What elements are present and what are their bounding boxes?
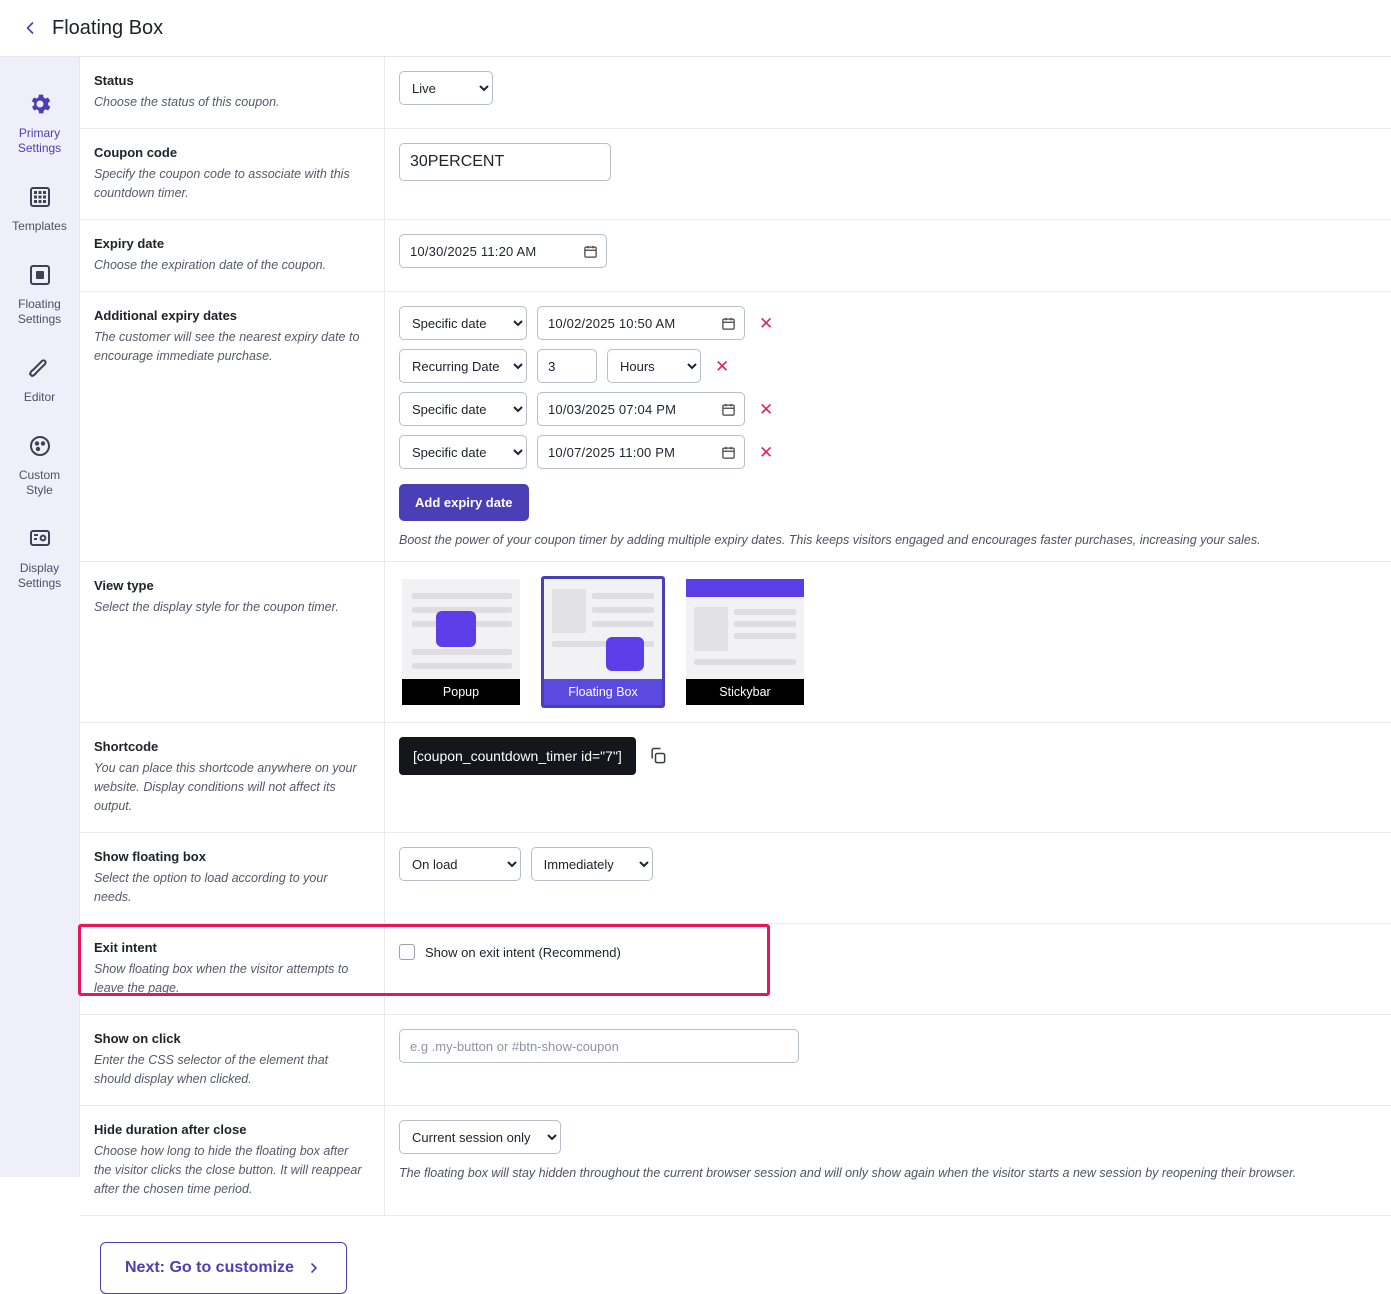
row-field bbox=[385, 1106, 1391, 1215]
row-field bbox=[385, 1015, 1391, 1105]
row-description: The customer will see the nearest expiry date to encourage immediate purchase. bbox=[94, 330, 360, 363]
view-type-floating-box[interactable] bbox=[541, 576, 665, 708]
footer bbox=[80, 1216, 1391, 1294]
row-title: View type bbox=[94, 578, 154, 593]
row-title: Additional expiry dates bbox=[94, 308, 238, 323]
row-description: Select the display style for the coupon timer. bbox=[94, 600, 339, 614]
row-hide-duration bbox=[80, 1106, 1391, 1216]
add-expiry-date-button[interactable]: Add expiry date bbox=[399, 484, 529, 521]
expiry-type-select[interactable] bbox=[399, 435, 527, 469]
row-expiry-date bbox=[80, 220, 1391, 292]
row-title: Hide duration after close bbox=[94, 1122, 247, 1137]
row-title: Coupon code bbox=[94, 145, 178, 160]
row-label bbox=[80, 723, 385, 832]
expiry-entry-date-value: 10/07/2025 11:00 PM bbox=[548, 444, 676, 460]
row-status bbox=[80, 57, 1391, 129]
row-description: Select the option to load according to your needs. bbox=[94, 871, 328, 904]
sidebar-item-custom-style[interactable] bbox=[0, 419, 79, 512]
row-label bbox=[80, 220, 385, 291]
brush-icon bbox=[25, 353, 55, 383]
row-label bbox=[80, 924, 385, 1014]
sidebar-item-editor[interactable] bbox=[0, 341, 79, 419]
sidebar-item-label: Custom Style bbox=[18, 468, 61, 497]
expiry-date-value: 10/30/2025 11:20 AM bbox=[410, 243, 537, 259]
row-field bbox=[385, 924, 1391, 1014]
gear-icon bbox=[25, 89, 55, 119]
row-additional-expiry-dates bbox=[80, 292, 1391, 562]
sidebar-item-floating-settings[interactable] bbox=[0, 248, 79, 341]
row-title: Expiry date bbox=[94, 236, 165, 251]
expiry-entry-date-value: 10/02/2025 10:50 AM bbox=[548, 315, 676, 331]
row-description: Choose the status of this coupon. bbox=[94, 95, 280, 109]
row-label bbox=[80, 129, 385, 219]
view-type-label: Popup bbox=[402, 679, 520, 705]
row-label bbox=[80, 57, 385, 128]
sidebar-item-templates[interactable] bbox=[0, 170, 79, 248]
settings-content bbox=[80, 57, 1391, 1276]
row-coupon-code bbox=[80, 129, 1391, 220]
row-field bbox=[385, 292, 1391, 561]
sidebar-item-primary-settings[interactable] bbox=[0, 77, 79, 170]
row-field bbox=[385, 220, 1391, 291]
expiry-date-input[interactable] bbox=[399, 234, 607, 268]
expiry-entry-date-input[interactable] bbox=[537, 392, 745, 426]
row-title: Exit intent bbox=[94, 940, 157, 955]
expiry-entry-row bbox=[399, 435, 1375, 469]
row-description: You can place this shortcode anywhere on your website. Display conditions will not affect its output. bbox=[94, 761, 357, 813]
row-description: Show floating box when the visitor attempts to leave the page. bbox=[94, 962, 349, 995]
page-title: Floating Box bbox=[52, 16, 164, 39]
sidebar-item-display-settings[interactable] bbox=[0, 512, 79, 605]
row-label bbox=[80, 292, 385, 561]
calendar-icon[interactable] bbox=[721, 445, 736, 460]
view-type-options bbox=[399, 576, 1375, 708]
chevron-right-icon bbox=[306, 1260, 322, 1276]
row-show-on-click bbox=[80, 1015, 1391, 1106]
expiry-entry-row bbox=[399, 349, 1375, 383]
row-title: Shortcode bbox=[94, 739, 159, 754]
exit-intent-checkbox[interactable] bbox=[399, 944, 415, 960]
hide-duration-note: The floating box will stay hidden throughout the current browser session and will only show again when the visitor starts a new session by reopening their browser. bbox=[399, 1166, 1297, 1180]
row-description: Enter the CSS selector of the element that should display when clicked. bbox=[94, 1053, 329, 1086]
row-description: Specify the coupon code to associate with this countdown timer. bbox=[94, 167, 350, 200]
view-type-popup[interactable] bbox=[399, 576, 523, 708]
popup-thumbnail bbox=[402, 579, 520, 679]
coupon-code-input[interactable] bbox=[399, 143, 611, 181]
monitor-icon bbox=[25, 524, 55, 554]
frame-icon bbox=[25, 260, 55, 290]
grid-icon bbox=[25, 182, 55, 212]
calendar-icon[interactable] bbox=[721, 316, 736, 331]
additional-expiry-hint: Boost the power of your coupon timer by adding multiple expiry dates. This keeps visitors engaged and encourages faster purchases, increasing your sales. bbox=[399, 533, 1261, 547]
row-view-type bbox=[80, 562, 1391, 723]
show-on-click-input[interactable] bbox=[399, 1029, 799, 1063]
row-title: Show on click bbox=[94, 1031, 181, 1046]
recurring-amount-input[interactable] bbox=[537, 349, 597, 383]
row-title: Show floating box bbox=[94, 849, 206, 864]
palette-icon bbox=[25, 431, 55, 461]
calendar-icon[interactable] bbox=[583, 244, 598, 259]
view-type-label: Floating Box bbox=[544, 679, 662, 705]
remove-expiry-button[interactable]: ✕ bbox=[711, 358, 733, 375]
view-type-label: Stickybar bbox=[686, 679, 804, 705]
expiry-type-select[interactable] bbox=[399, 392, 527, 426]
show-timing-select[interactable] bbox=[531, 847, 653, 881]
page-header bbox=[0, 0, 1391, 57]
next-go-to-customize-button[interactable] bbox=[100, 1242, 347, 1294]
chevron-left-icon bbox=[20, 18, 40, 38]
expiry-entry-row bbox=[399, 392, 1375, 426]
sidebar-item-label: Floating Settings bbox=[17, 297, 62, 326]
row-description: Choose the expiration date of the coupon. bbox=[94, 258, 327, 272]
expiry-type-select[interactable] bbox=[399, 349, 527, 383]
row-field bbox=[385, 129, 1391, 219]
expiry-entry-date-input[interactable] bbox=[537, 306, 745, 340]
expiry-entry-date-value: 10/03/2025 07:04 PM bbox=[548, 401, 677, 417]
sidebar-item-label: Display Settings bbox=[17, 561, 62, 590]
remove-expiry-button[interactable]: ✕ bbox=[755, 401, 777, 418]
row-shortcode bbox=[80, 723, 1391, 833]
sidebar bbox=[0, 57, 80, 1177]
status-select[interactable] bbox=[399, 71, 493, 105]
sidebar-item-label: Primary Settings bbox=[17, 126, 62, 155]
sidebar-item-label: Templates bbox=[12, 219, 67, 233]
row-field bbox=[385, 562, 1391, 722]
row-label bbox=[80, 1015, 385, 1105]
remove-expiry-button[interactable]: ✕ bbox=[755, 315, 777, 332]
row-exit-intent bbox=[80, 924, 1391, 1015]
row-label bbox=[80, 1106, 385, 1215]
row-description: Choose how long to hide the floating box after the visitor clicks the close button. It will reappear after the chosen time period. bbox=[94, 1144, 362, 1196]
next-button-label: Next: Go to customize bbox=[125, 1259, 294, 1276]
row-show-floating-box bbox=[80, 833, 1391, 924]
recurring-unit-select[interactable] bbox=[607, 349, 701, 383]
stickybar-thumbnail bbox=[686, 579, 804, 679]
exit-intent-checkbox-label: Show on exit intent (Recommend) bbox=[425, 944, 621, 960]
show-trigger-select[interactable] bbox=[399, 847, 521, 881]
row-field bbox=[385, 723, 1391, 832]
calendar-icon[interactable] bbox=[721, 402, 736, 417]
expiry-entry-row bbox=[399, 306, 1375, 340]
row-title: Status bbox=[94, 73, 134, 88]
shortcode-value[interactable]: [coupon_countdown_timer id="7"] bbox=[399, 737, 636, 775]
copy-icon[interactable] bbox=[648, 746, 668, 766]
floating-box-thumbnail bbox=[544, 579, 662, 679]
remove-expiry-button[interactable]: ✕ bbox=[755, 444, 777, 461]
hide-duration-select[interactable] bbox=[399, 1120, 561, 1154]
row-label bbox=[80, 562, 385, 722]
expiry-type-select[interactable] bbox=[399, 306, 527, 340]
sidebar-item-label: Editor bbox=[23, 390, 56, 404]
row-field bbox=[385, 833, 1391, 923]
expiry-entry-date-input[interactable] bbox=[537, 435, 745, 469]
back-button[interactable] bbox=[18, 16, 42, 40]
row-field bbox=[385, 57, 1391, 128]
row-label bbox=[80, 833, 385, 923]
view-type-stickybar[interactable] bbox=[683, 576, 807, 708]
